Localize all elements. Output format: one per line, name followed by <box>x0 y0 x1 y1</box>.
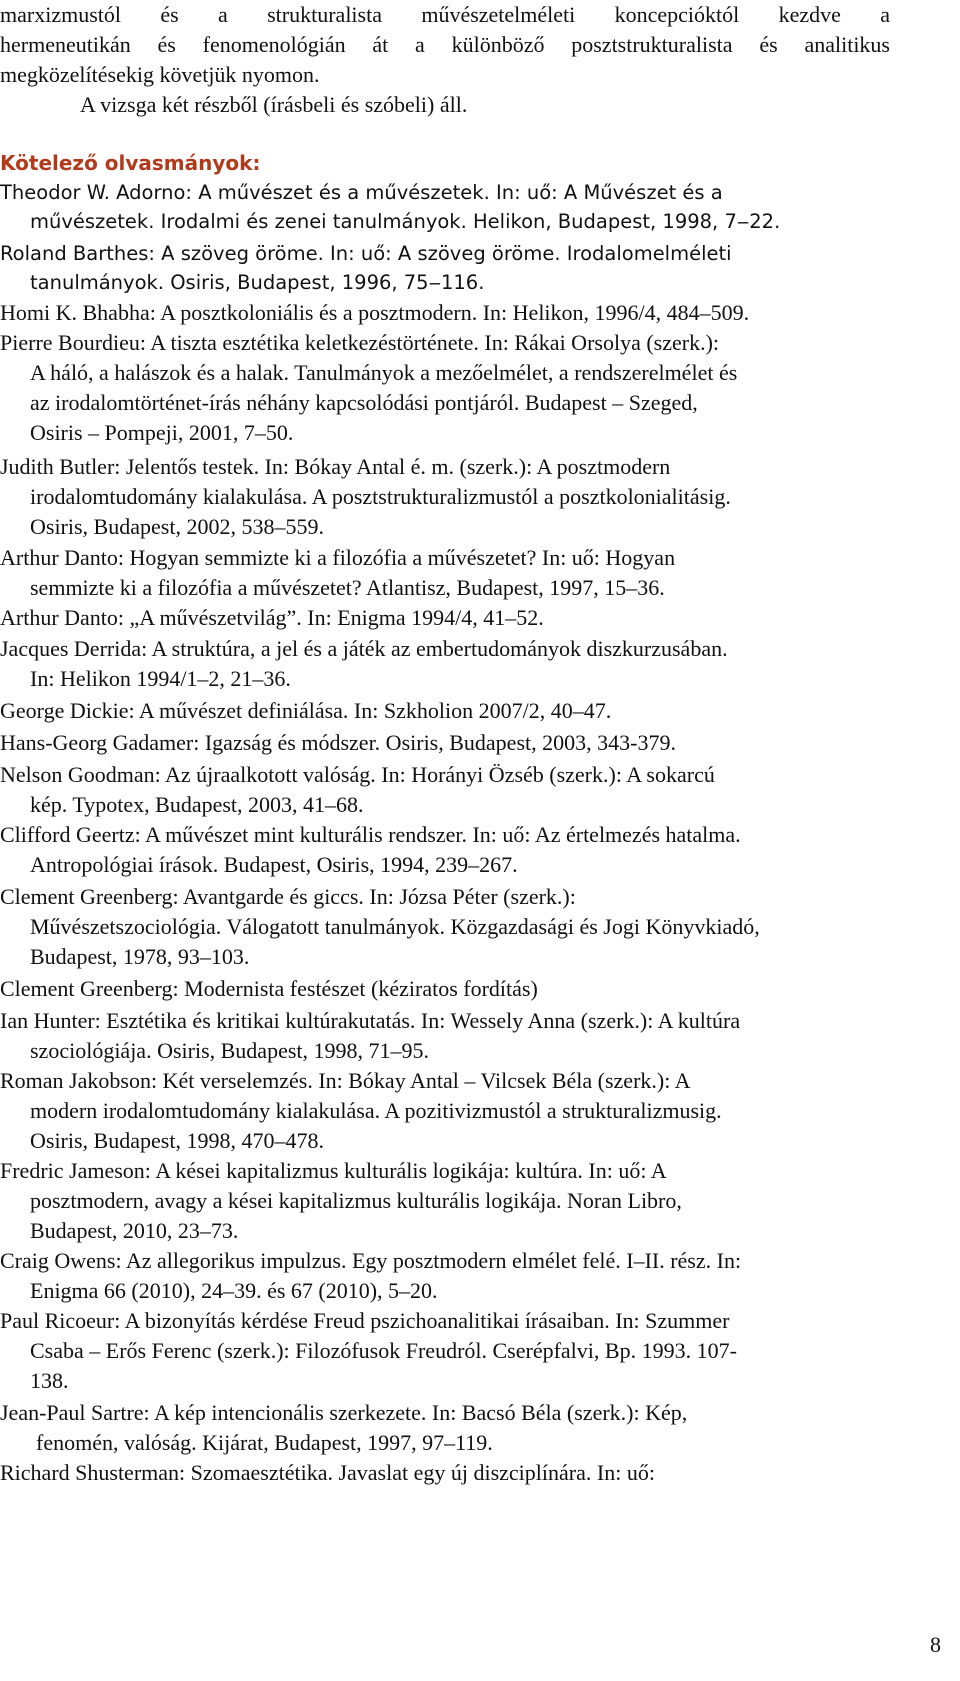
ref-butler-line-2: irodalomtudomány kialakulása. A posztstrukturalizmustól a posztkolonialitásig. <box>30 484 731 509</box>
ref-ricoeur-line-1: Paul Ricoeur: A bizonyítás kérdése Freud pszichoanalitikai írásaiban. In: Szummer <box>0 1308 730 1333</box>
ref-gadamer: Hans-Georg Gadamer: Igazság és módszer. Osiris, Budapest, 2003, 343-379. <box>0 730 676 755</box>
ref-jakobson-line-2: modern irodalomtudomány kialakulása. A pozitivizmustól a strukturalizmusig. <box>30 1098 722 1123</box>
ref-adorno-line-2: művészetek. Irodalmi és zenei tanulmányok. Helikon, Budapest, 1998, 7‒22. <box>30 210 781 233</box>
ref-butler-line-1: Judith Butler: Jelentős testek. In: Bókay Antal é. m. (szerk.): A posztmodern <box>0 454 671 479</box>
ref-jameson-line-1: Fredric Jameson: A kései kapitalizmus kulturális logikája: kultúra. In: uő: A <box>0 1158 667 1183</box>
ref-hunter-line-2: szociológiája. Osiris, Budapest, 1998, 71‒95. <box>30 1038 430 1063</box>
ref-geertz-line-2: Antropológiai írások. Budapest, Osiris, 1994, 239‒267. <box>30 852 518 877</box>
intro-line-1: marxizmustól és a strukturalista művészetelméleti koncepcióktól kezdve a <box>0 2 890 27</box>
ref-danto2: Arthur Danto: „A művészetvilág”. In: Enigma 1994/4, 41‒52. <box>0 605 544 630</box>
ref-adorno-line-1: Theodor W. Adorno: A művészet és a művészetek. In: uő: A Művészet és a <box>0 181 723 204</box>
ref-bourdieu-line-3: az irodalomtörténet-írás néhány kapcsolódási pontjáról. Budapest ‒ Szeged, <box>30 390 698 415</box>
ref-greenberg2: Clement Greenberg: Modernista festészet (kéziratos fordítás) <box>0 976 538 1001</box>
ref-sartre-line-1: Jean-Paul Sartre: A kép intencionális szerkezete. In: Bacsó Béla (szerk.): Kép, <box>0 1400 688 1425</box>
ref-goodman-line-1: Nelson Goodman: Az újraalkotott valóság. In: Horányi Özséb (szerk.): A sokarcú <box>0 762 715 787</box>
ref-dickie: George Dickie: A művészet definiálása. In: Szkholion 2007/2, 40‒47. <box>0 698 612 723</box>
intro-line-3: megközelítésekig követjük nyomon. <box>0 62 320 87</box>
ref-sartre-line-2: fenomén, valóság. Kijárat, Budapest, 1997, 97‒119. <box>36 1430 493 1455</box>
ref-geertz-line-1: Clifford Geertz: A művészet mint kulturális rendszer. In: uő: Az értelmezés hatalma. <box>0 822 741 847</box>
ref-bourdieu-line-4: Osiris ‒ Pompeji, 2001, 7‒50. <box>30 420 294 445</box>
ref-danto1-line-2: semmizte ki a filozófia a művészetet? Atlantisz, Budapest, 1997, 15‒36. <box>30 575 665 600</box>
ref-jakobson-line-3: Osiris, Budapest, 1998, 470‒478. <box>30 1128 324 1153</box>
intro-line-2: hermeneutikán és fenomenológián át a különböző posztstrukturalista és analitikus <box>0 32 890 57</box>
ref-jameson-line-3: Budapest, 2010, 23‒73. <box>30 1218 239 1243</box>
ref-bourdieu-line-1: Pierre Bourdieu: A tiszta esztétika keletkezéstörténete. In: Rákai Orsolya (szerk.): <box>0 330 720 355</box>
ref-danto1-line-1: Arthur Danto: Hogyan semmizte ki a filozófia a művészetet? In: uő: Hogyan <box>0 545 676 570</box>
ref-owens-line-1: Craig Owens: Az allegorikus impulzus. Egy posztmodern elmélet felé. I‒II. rész. In: <box>0 1248 742 1273</box>
ref-jakobson-line-1: Roman Jakobson: Két verselemzés. In: Bókay Antal ‒ Vilcsek Béla (szerk.): A <box>0 1068 691 1093</box>
ref-owens-line-2: Enigma 66 (2010), 24‒39. és 67 (2010), 5‒20. <box>30 1278 438 1303</box>
ref-jameson-line-2: posztmodern, avagy a kései kapitalizmus kulturális logikája. Noran Libro, <box>30 1188 682 1213</box>
ref-hunter-line-1: Ian Hunter: Esztétika és kritikai kultúrakutatás. In: Wessely Anna (szerk.): A kultúra <box>0 1008 741 1033</box>
ref-barthes-line-1: Roland Barthes: A szöveg öröme. In: uő: A szöveg öröme. Irodalomelméleti <box>0 242 732 265</box>
ref-shusterman: Richard Shusterman: Szomaesztétika. Javaslat egy új diszciplínára. In: uő: <box>0 1460 655 1485</box>
ref-butler-line-3: Osiris, Budapest, 2002, 538‒559. <box>30 514 324 539</box>
ref-greenberg1-line-2: Művészetszociológia. Válogatott tanulmányok. Közgazdasági és Jogi Könyvkiadó, <box>30 914 760 939</box>
ref-ricoeur-line-3: 138. <box>30 1368 69 1393</box>
ref-greenberg1-line-1: Clement Greenberg: Avantgarde és giccs. In: Józsa Péter (szerk.): <box>0 884 576 909</box>
ref-barthes-line-2: tanulmányok. Osiris, Budapest, 1996, 75‒116. <box>30 271 485 294</box>
ref-derrida-line-1: Jacques Derrida: A struktúra, a jel és a játék az embertudományok diszkurzusában. <box>0 636 728 661</box>
ref-bhabha: Homi K. Bhabha: A posztkoloniális és a posztmodern. In: Helikon, 1996/4, 484‒509. <box>0 300 750 325</box>
ref-greenberg1-line-3: Budapest, 1978, 93‒103. <box>30 944 250 969</box>
ref-bourdieu-line-2: A háló, a halászok és a halak. Tanulmányok a mezőelmélet, a rendszerelmélet és <box>30 360 738 385</box>
intro-line-4: A vizsga két részből (írásbeli és szóbeli) áll. <box>80 92 468 117</box>
section-heading: Kötelező olvasmányok: <box>0 151 261 175</box>
ref-goodman-line-2: kép. Typotex, Budapest, 2003, 41‒68. <box>30 792 364 817</box>
ref-ricoeur-line-2: Csaba ‒ Erős Ferenc (szerk.): Filozófusok Freudról. Cserépfalvi, Bp. 1993. 107- <box>30 1338 737 1363</box>
page-number: 8 <box>930 1632 941 1657</box>
ref-derrida-line-2: In: Helikon 1994/1‒2, 21‒36. <box>30 666 291 691</box>
